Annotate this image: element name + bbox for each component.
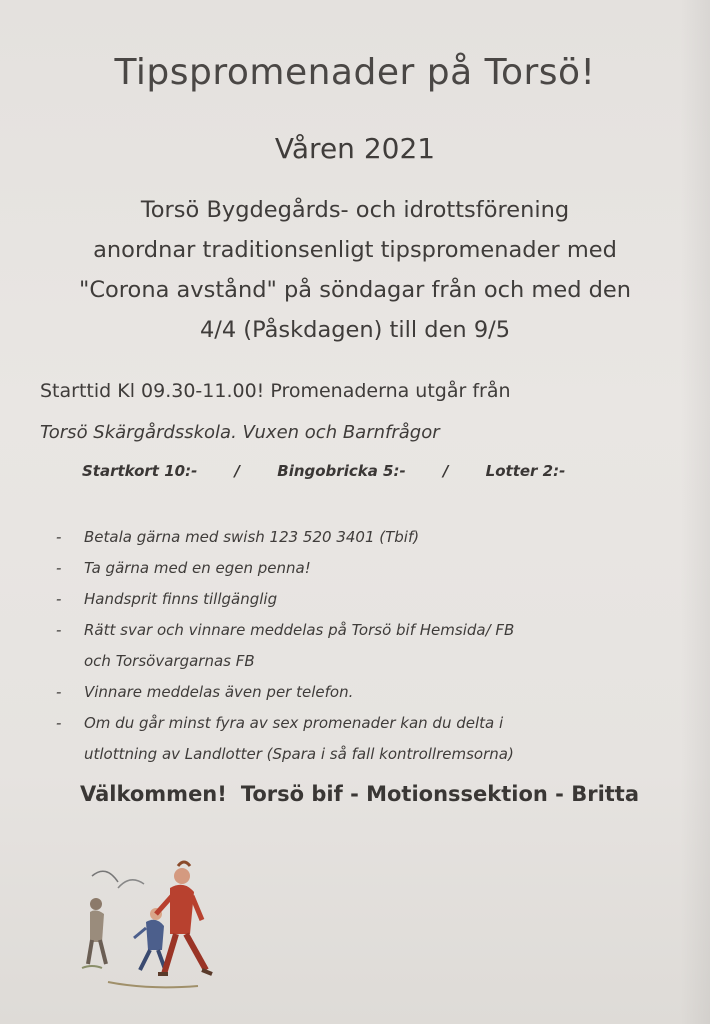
walking-family-illustration <box>78 858 228 998</box>
intro-line: "Corona avstånd" på söndagar från och med den <box>78 277 632 303</box>
start-location-line: Torsö Skärgårdsskola. Vuxen och Barnfrågor <box>40 422 440 443</box>
list-item-text-continued: utlottning av Landlotter (Spara i så fall kontrollremsorna) <box>84 745 514 763</box>
price-row <box>82 462 642 480</box>
welcome-line <box>80 782 700 806</box>
list-item <box>56 677 696 708</box>
bullet-dash: - <box>56 590 62 608</box>
bullet-dash: - <box>56 714 62 732</box>
welcome-greeting: Välkommen! <box>80 782 227 806</box>
intro-line: anordnar traditionsenligt tipspromenader med <box>93 237 617 263</box>
intro-paragraph <box>30 190 680 350</box>
list-item-text: Betala gärna med swish 123 520 3401 (Tbif) <box>84 528 420 546</box>
list-item-text: Handsprit finns tillgänglig <box>84 590 278 608</box>
walking-family-icon <box>78 858 228 998</box>
price-separator: / <box>442 462 449 480</box>
list-item-text-continued: och Torsövargarnas FB <box>84 652 255 670</box>
bullet-dash: - <box>56 528 62 546</box>
list-item <box>56 522 696 553</box>
bullet-dash: - <box>56 559 62 577</box>
price-startkort: Startkort 10:- <box>82 462 198 480</box>
list-item-text: Om du går minst fyra av sex promenader kan du delta i <box>84 714 504 732</box>
list-item-text: Ta gärna med en egen penna! <box>84 559 311 577</box>
bullet-dash: - <box>56 683 62 701</box>
intro-line: Torsö Bygdegårds- och idrottsförening <box>140 197 570 223</box>
list-item-text: Rätt svar och vinnare meddelas på Torsö bif Hemsida/ FB <box>84 621 515 639</box>
info-list <box>56 522 696 770</box>
list-item <box>56 584 696 615</box>
start-time-line: Starttid Kl 09.30-11.00! Promenaderna utgår från <box>40 380 511 402</box>
price-lotter: Lotter 2:- <box>485 462 566 480</box>
flyer-subtitle: Våren 2021 <box>274 132 436 165</box>
welcome-signature: Torsö bif - Motionssektion - Britta <box>240 782 640 806</box>
list-item <box>56 615 696 677</box>
bullet-dash: - <box>56 621 62 639</box>
price-separator: / <box>234 462 241 480</box>
intro-line: 4/4 (Påskdagen) till den 9/5 <box>199 317 511 343</box>
price-bingobricka: Bingobricka 5:- <box>277 462 406 480</box>
list-item <box>56 708 696 770</box>
start-info <box>40 370 690 454</box>
flyer-title: Tipspromenader på Torsö! <box>114 52 596 93</box>
list-item-text: Vinnare meddelas även per telefon. <box>84 683 354 701</box>
list-item <box>56 553 696 584</box>
